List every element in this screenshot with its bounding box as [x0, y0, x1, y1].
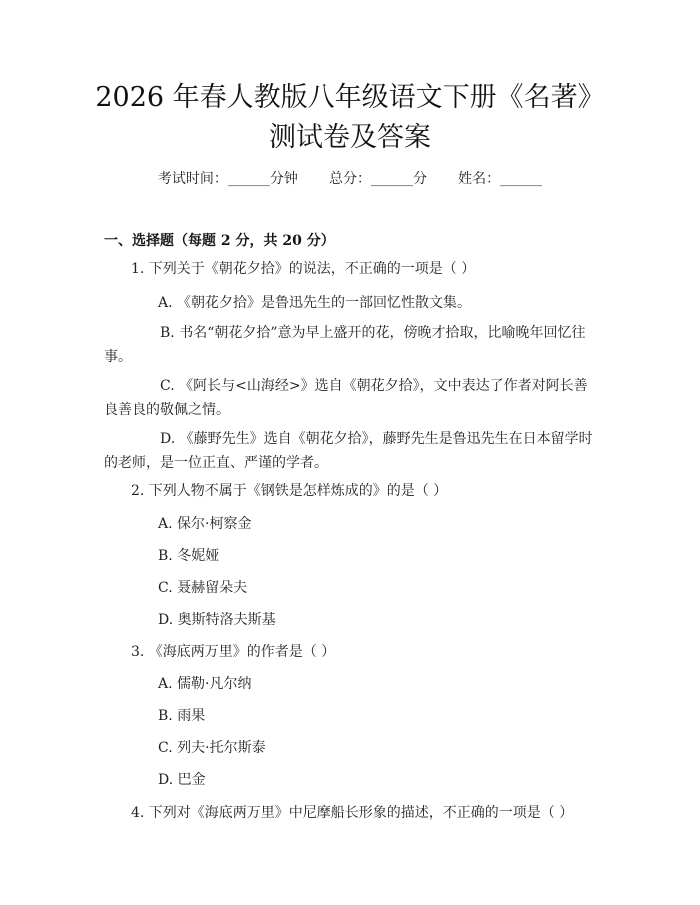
q3-option-d: D. 巴金	[158, 772, 206, 788]
q1-option-c: C. 《阿长与<山海经>》选自《朝花夕拾》，文中表达了作者对阿长善良善良的敬佩之情。	[104, 378, 588, 418]
question-1: 1. 下列关于《朝花夕拾》的说法，不正确的一项是（ ）	[131, 261, 476, 277]
exam-time: 考试时间：______分钟	[157, 171, 298, 187]
question-3: 3. 《海底两万里》的作者是（ ）	[131, 644, 336, 660]
question-2: 2. 下列人物不属于《钢铁是怎样炼成的》的是（ ）	[131, 483, 448, 499]
q1-option-d: D. 《藤野先生》选自《朝花夕拾》，藤野先生是鲁迅先生在日本留学时的老师，是一位正直、严谨的学者。	[104, 431, 593, 471]
q2-option-c: C. 聂赫留朵夫	[158, 580, 248, 596]
q2-option-a: A. 保尔·柯察金	[158, 516, 252, 532]
q2-option-d: D. 奥斯特洛夫斯基	[158, 612, 276, 628]
page-title: 2026 年春人教版八年级语文下册《名著》测试卷及答案	[95, 82, 605, 153]
total-score: 总分：______分	[329, 171, 427, 187]
student-name: 姓名：______	[458, 171, 543, 187]
question-4: 4. 下列对《海底两万里》中尼摩船长形象的描述，不正确的一项是（ ）	[131, 805, 574, 821]
q1-option-a: A. 《朝花夕拾》是鲁迅先生的一部回忆性散文集。	[158, 295, 472, 311]
section-heading: 一、选择题（每题 2 分，共 20 分）	[104, 233, 335, 249]
q3-option-c: C. 列夫·托尔斯泰	[158, 740, 266, 756]
q3-option-a: A. 儒勒·凡尔纳	[158, 676, 252, 692]
q3-option-b: B. 雨果	[158, 708, 206, 724]
q1-option-b: B. 书名“朝花夕拾”意为早上盛开的花，傍晚才拾取，比喻晚年回忆往事。	[104, 325, 586, 365]
exam-info	[0, 168, 700, 188]
q2-option-b: B. 冬妮娅	[158, 548, 220, 564]
